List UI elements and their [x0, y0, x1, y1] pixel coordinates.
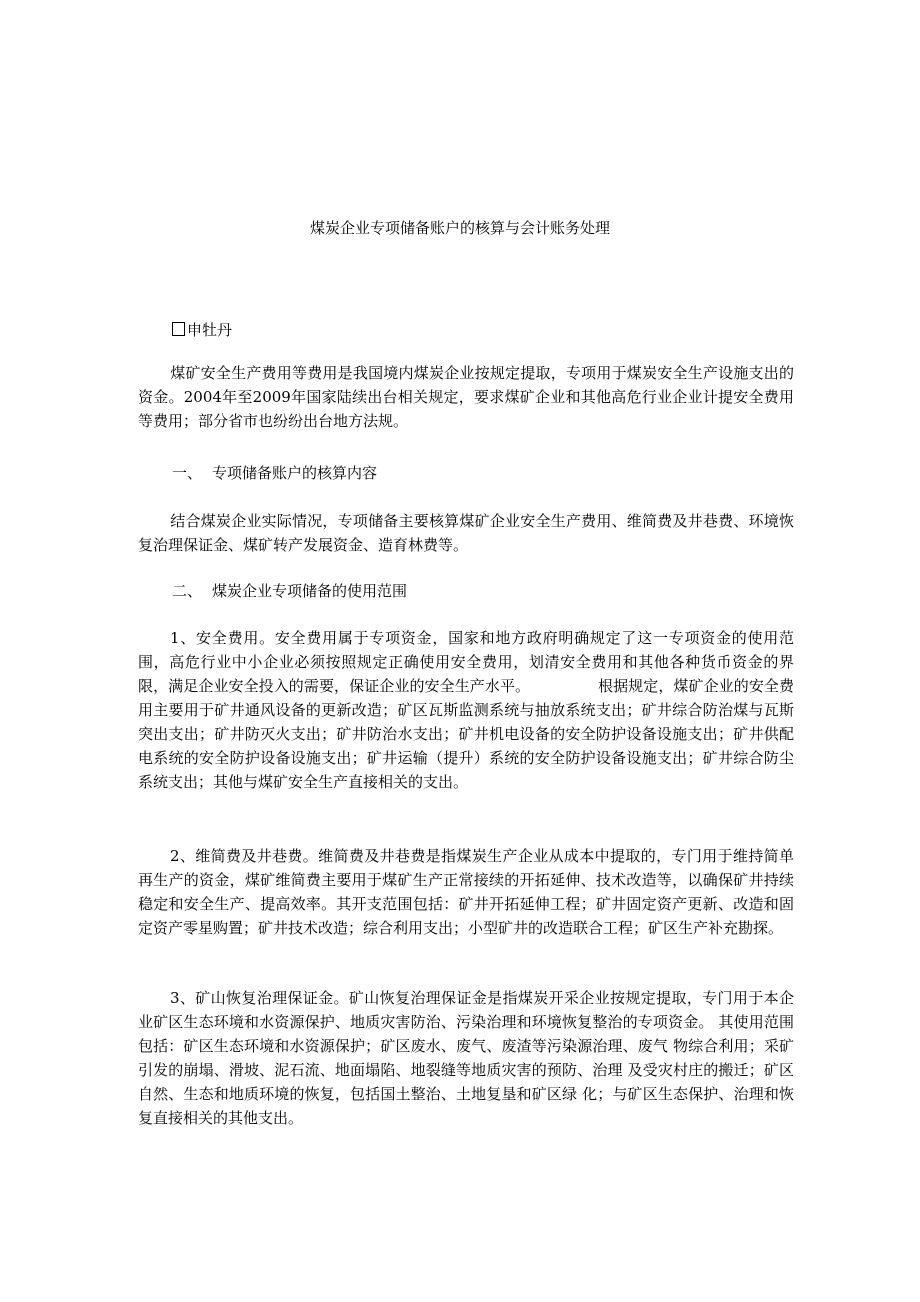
intro-text: 煤矿安全生产费用等费用是我国境内煤炭企业按规定提取，专项用于煤炭安全生产设施支出的资金。2004年至2009年国家陆续出台相关规定，要求煤矿企业和其他高危行业企业计提安全费用等费用；部分省市也纷纷出台地方法规。 — [138, 364, 794, 430]
section-heading-2 — [172, 579, 407, 603]
checkbox-square-icon — [172, 322, 185, 336]
section-number-2: 二、 — [172, 582, 203, 600]
section-heading-1 — [172, 461, 377, 485]
section-number-1: 一、 — [172, 464, 203, 482]
section-title-1: 专项储备账户的核算内容 — [212, 464, 378, 482]
author-name: 申牡丹 — [187, 321, 233, 339]
item3-paragraph — [138, 986, 794, 1130]
item2-text: 2、维简费及井巷费。维简费及井巷费是指煤炭生产企业从成本中提取的，专门用于维持简单再生产的资金，煤矿维简费主要用于煤矿生产正常接续的开拓延伸、技术改造等，以确保矿井持续稳定和安全生产、提高效率。其开支范围包括：矿井开拓延伸工程；矿井固定资产更新、改造和固定资产零星购置；矿井技术改造；综合利用支出；小型矿井的改造联合工程；矿区生产补充勘探。 — [138, 847, 794, 937]
section-title-2: 煤炭企业专项储备的使用范围 — [212, 582, 408, 600]
document-title: 煤炭企业专项储备账户的核算与会计账务处理 — [309, 219, 610, 237]
intro-paragraph — [138, 361, 794, 433]
item1-paragraph — [138, 626, 794, 794]
item3-text: 3、矿山恢复治理保证金。矿山恢复治理保证金是指煤炭开采企业按规定提取，专门用于本企业矿区生态环境和水资源保护、地质灾害防治、污染治理和环境恢复整治的专项资金。 其使用范围包括：矿区生态环境和水资源保护；矿区废水、废气、废渣等污染源治理、废气 物综合利用；采矿引发的崩塌、滑坡、泥石流、地面塌陷、地裂缝等地质灾害的预防、治理 及受灾村庄的搬迁；矿区自然、生态和地质环境的恢复，包括国土整治、土地复垦和矿区绿 化；与矿区生态保护、治理和恢复直接相关的其他支出。 — [138, 989, 794, 1127]
section1-paragraph — [138, 509, 794, 557]
author-line — [172, 320, 232, 340]
section1-text: 结合煤炭企业实际情况，专项储备主要核算煤矿企业安全生产费用、维简费及井巷费、环境恢复治理保证金、煤矿转产发展资金、造育林费等。 — [138, 512, 794, 554]
item2-paragraph — [138, 844, 794, 940]
item1-text: 1、安全费用。安全费用属于专项资金，国家和地方政府明确规定了这一专项资金的使用范围，高危行业中小企业必须按照规定正确使用安全费用，划清安全费用和其他各种货币资金的界限，满足企业安全投入的需要，保证企业的安全生产水平。 根据规定，煤矿企业的安全费用主要用于矿井通风设备的更新改造；矿区瓦斯监测系统与抽放系统支出；矿井综合防治煤与瓦斯突出支出；矿井防灭火支出；矿井防治水支出；矿井机电设备的安全防护设备设施支出；矿井供配电系统的安全防护设备设施支出；矿井运输（提升）系统的安全防护设备设施支出；矿井综合防尘系统支出；其他与煤矿安全生产直接相关的支出。 — [138, 629, 794, 791]
